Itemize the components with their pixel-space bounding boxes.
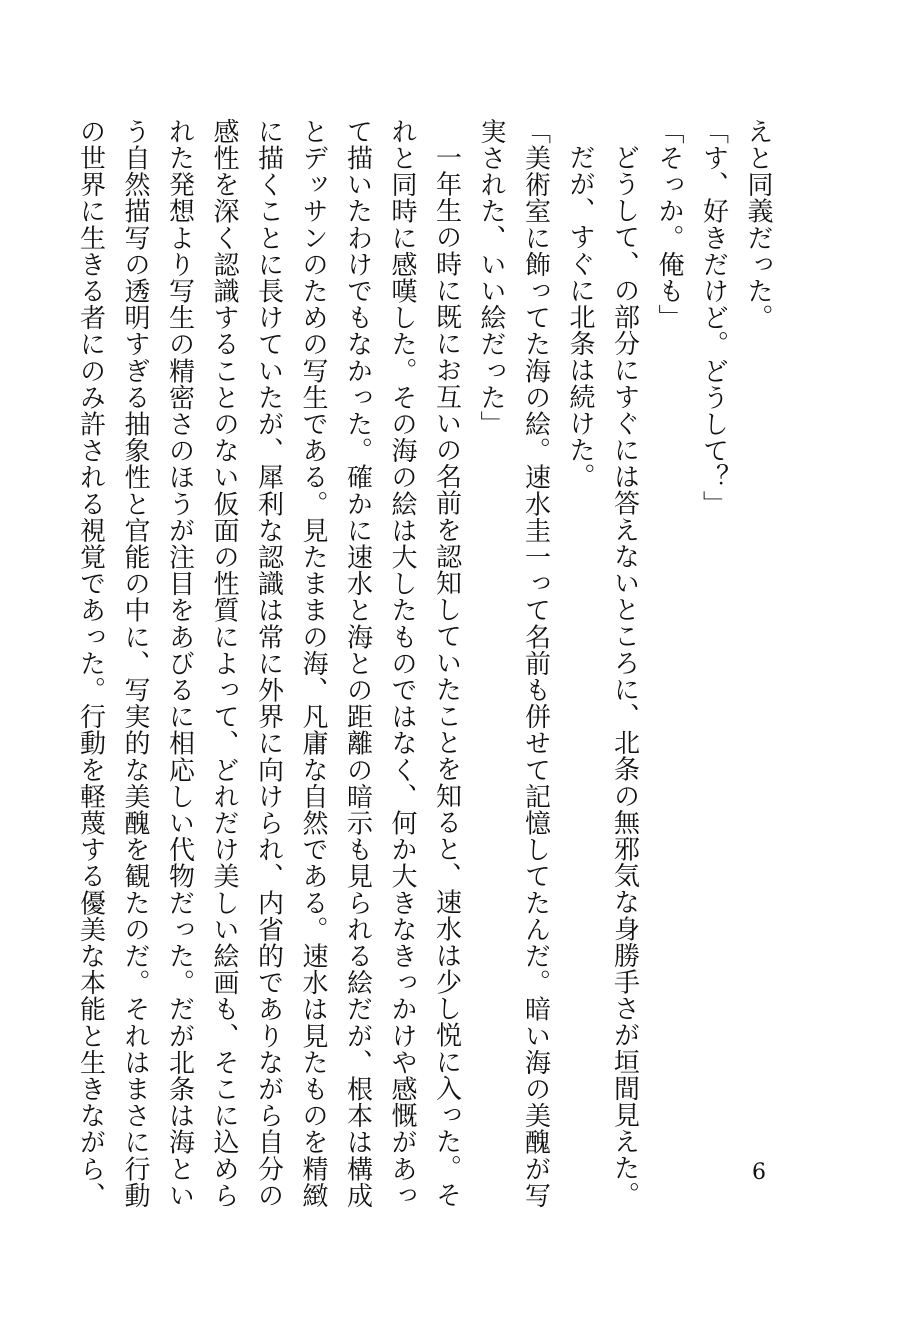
text-line: 「そっか。俺も」 <box>654 118 684 331</box>
text-line: どうして、の部分にすぐには答えないところに、北条の無邪気な身勝手さが垣間見えた。 <box>609 144 640 1208</box>
text-line: とデッサンのための写生である。見たままの海、凡庸な自然である。速水は見たものを精緻 <box>298 118 328 1209</box>
text-line: て描いたわけでもなかった。確かに速水と海との距離の暗示も見られる絵だが、根本は構成 <box>342 118 373 1209</box>
text-line: だが、すぐに北条は続けた。 <box>565 144 595 490</box>
text-line: えと同義だった。 <box>743 118 773 331</box>
text-line: に描くことに長けていたが、犀利な認識は常に外界に向けられ、内省的でありながら自分の <box>253 118 284 1209</box>
page-number: 6 <box>752 1160 766 1185</box>
text-line: 「す、好きだけど。どうして？」 <box>698 118 729 517</box>
body-text <box>75 118 780 1209</box>
text-line: れた発想より写生の精密さのほうが注目をあびるに相応しい代物だった。だが北条は海とい <box>164 118 195 1209</box>
text-line: れと同時に感嘆した。その海の絵は大したものではなく、何か大きなきっかけや感慨があっ <box>387 118 417 1209</box>
text-line: 「美術室に飾ってた海の絵。速水圭一って名前も併せて記憶してたんだ。暗い海の美醜が写 <box>520 118 551 1209</box>
text-line: 実された、いい絵だった」 <box>476 118 506 438</box>
text-line: う自然描写の透明すぎる抽象性と官能の中に、写実的な美醜を観たのだ。それはまさに行動 <box>120 118 150 1209</box>
text-line: の世界に生きる者にのみ許される視覚であった。行動を軽蔑する優美な本能と生きながら、 <box>75 118 106 1209</box>
text-line: 感性を深く認識することのない仮面の性質によって、どれだけ美しい絵画も、そこに込めら <box>209 118 239 1209</box>
text-line: 一年生の時に既にお互いの名前を認知していたことを知ると、速水は少し悦に入った。そ <box>431 144 462 1208</box>
